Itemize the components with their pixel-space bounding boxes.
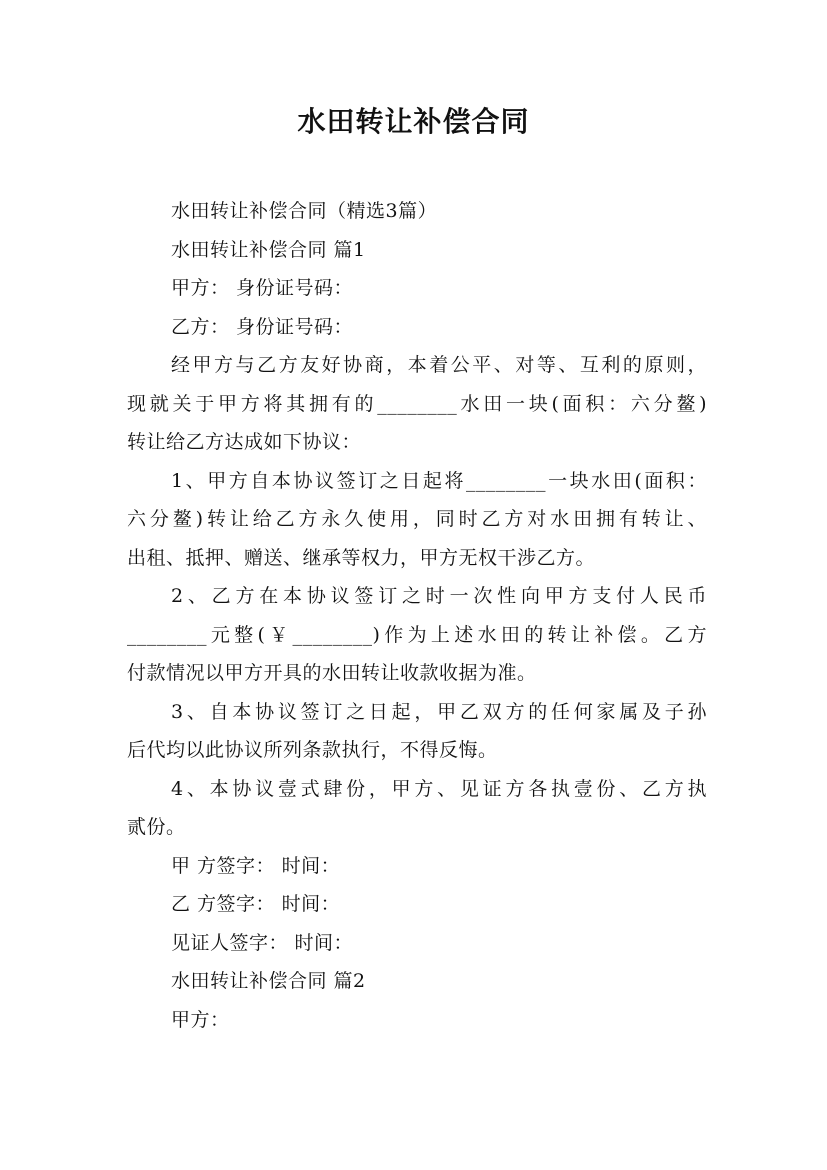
clause-4-line-1: 4、本协议壹式肆份，甲方、见证方各执壹份、乙方执 [171,777,707,800]
party-b-signature-line: 乙 方签字： 时间： [171,893,341,915]
witness-signature-line: 见证人签字： 时间： [171,931,354,954]
party-a-line: 甲方： 身份证号码： [171,277,354,299]
document-body [127,192,707,1039]
section-heading-2: 水田转让补偿合同 篇2 [171,970,366,992]
clause-1-line-1: 1、甲方自本协议签订之日起将________一块水田(面积： [171,469,707,492]
clause-3-line-2: 后代均以此协议所列条款执行，不得反悔。 [127,739,498,761]
party-b-line: 乙方： 身份证号码： [171,315,354,338]
party-a-line-2: 甲方： [171,1008,230,1031]
clause-4-line-2: 贰份。 [127,816,186,838]
clause-1-line-2: 六分鳌)转让给乙方永久使用，同时乙方对水田拥有转让、 [127,508,707,530]
clause-2-line-3: 付款情况以甲方开具的水田转让收款收据为准。 [127,662,537,684]
clause-2-line-2: ________元整(￥________)作为上述水田的转让补偿。乙方 [127,623,707,646]
section-heading-1: 水田转让补偿合同 篇1 [171,238,366,261]
intro-line-2: 现就关于甲方将其拥有的________水田一块(面积：六分鳌) [127,392,707,415]
collection-heading: 水田转让补偿合同（精选3篇） [171,200,438,222]
document-title: 水田转让补偿合同 [297,105,530,138]
party-a-signature-line: 甲 方签字： 时间： [171,854,341,877]
intro-line-3: 转让给乙方达成如下协议： [127,431,362,453]
clause-3-line-1: 3、自本协议签订之日起，甲乙双方的任何家属及子孙 [171,700,707,723]
clause-2-line-1: 2、乙方在本协议签订之时一次性向甲方支付人民币 [171,585,707,607]
intro-line-1: 经甲方与乙方友好协商，本着公平、对等、互利的原则， [171,354,707,376]
clause-1-line-3: 出租、抵押、赠送、继承等权力，甲方无权干涉乙方。 [127,546,596,569]
